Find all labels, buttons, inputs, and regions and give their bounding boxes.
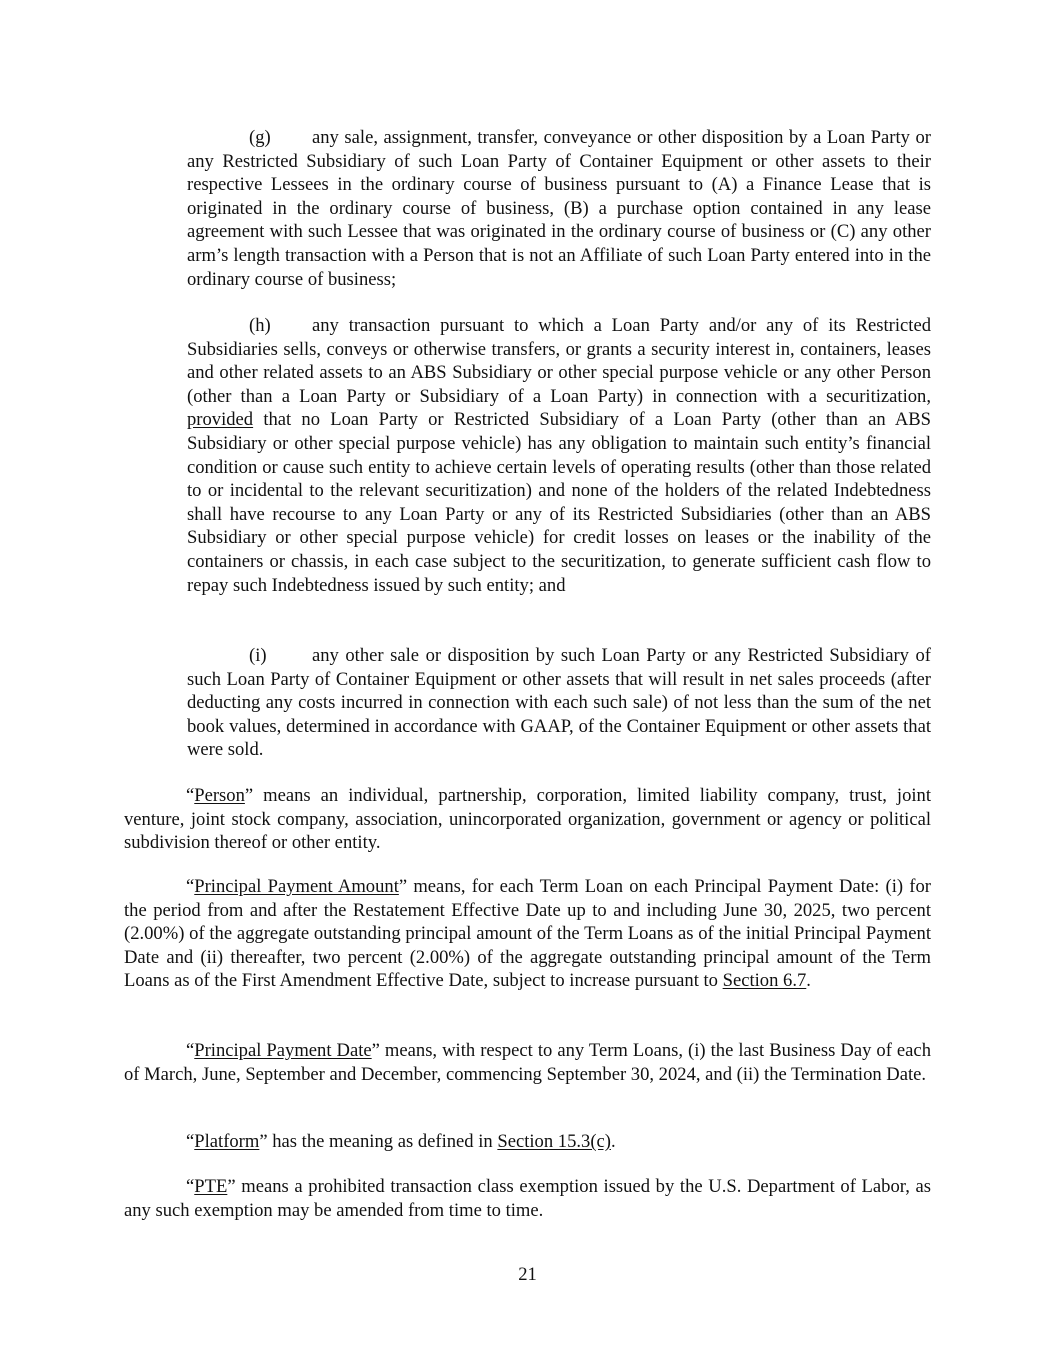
clause-text: any other sale or disposition by such Loan Party or any Restricted Subsidiary of such Loan Party of Container Equipment or other assets that will result in net sales proceeds (after deducting any costs incurred in connection with each such sale) of not less than the sum of the net book values, determined in accordance with GAAP, of the Container Equipment or other assets that were sold. xyxy=(187,645,931,761)
defined-term: Person xyxy=(194,785,245,806)
definition-principal-payment-date xyxy=(124,1039,931,1086)
clause-g xyxy=(187,126,931,291)
definition-text: ” means a prohibited transaction class exemption issued by the U.S. Department of Labor, as any such exemption may be amended from time to time. xyxy=(124,1176,931,1221)
clause-i xyxy=(187,644,931,762)
clause-h xyxy=(187,314,931,597)
defined-term: Platform xyxy=(194,1131,260,1152)
section-reference: Section 6.7 xyxy=(722,970,807,992)
defined-term: Principal Payment Amount xyxy=(194,876,399,897)
section-reference: Section 15.3(c) xyxy=(497,1131,611,1152)
defined-term: Principal Payment Date xyxy=(194,1040,372,1061)
period: . xyxy=(806,970,811,992)
defined-term: PTE xyxy=(194,1176,228,1197)
definition-text: ” means an individual, partnership, corporation, limited liability company, trust, joint venture, joint stock company, association, unincorporated organization, government or agency or political subdivision thereof or other entity. xyxy=(124,785,931,854)
definition-principal-payment-amount xyxy=(124,875,931,993)
open-quote: “ xyxy=(186,785,195,806)
definition-text: ” means, for each Term Loan on each Principal Payment Date: (i) for the period from and after the Restatement Effective Date up to and including June 30, 2025, two percent (2.00%) of the aggregate outstanding principal amount of the Term Loans as of the initial Principal Payment Date and (ii) thereafter, two percent (2.00%) of the aggregate outstanding principal amount of the Term Loans as of the First Amendment Effective Date, subject to increase pursuant to xyxy=(124,876,931,992)
page-number: 21 xyxy=(518,1264,537,1285)
clause-marker: (g) xyxy=(249,127,271,148)
definition-platform xyxy=(124,1130,931,1154)
period: . xyxy=(610,1131,616,1152)
definition-person xyxy=(124,784,931,855)
open-quote: “ xyxy=(186,1131,195,1152)
open-quote: “ xyxy=(186,1176,195,1197)
clause-marker: (h) xyxy=(249,315,271,336)
clause-text: any transaction pursuant to which a Loan Party and/or any of its Restricted Subsidiaries sells, conveys or otherwise transfers, or grants a security interest in, containers, leases and other related assets to an ABS Subsidiary or other special purpose vehicle or any other Person (other than a Loan Party or Subsidiary of a Loan Party) in connection with a securitization, xyxy=(187,315,931,407)
provided-term: provided xyxy=(187,409,254,431)
open-quote: “ xyxy=(186,1040,195,1061)
clause-text-continued: that no Loan Party or Restricted Subsidiary of a Loan Party (other than an ABS Subsidiary or other special purpose vehicle) has any obligation to maintain such entity’s financial condition or cause such entity to achieve certain levels of operating results (other than those related to or incidental to the relevant securitization) and none of the holders of the related Indebtedness shall have recourse to any Loan Party or any of its Restricted Subsidiaries (other than an ABS Subsidiary or other special purpose vehicle) for credit losses on leases or the inability of the containers or chassis, in each case subject to the securitization, to generate sufficient cash flow to repay such Indebtedness issued by such entity; and xyxy=(187,409,931,596)
open-quote: “ xyxy=(186,876,195,897)
definition-text: ” has the meaning as defined in xyxy=(259,1131,498,1152)
clause-text: any sale, assignment, transfer, conveyance or other disposition by a Loan Party or any Restricted Subsidiary of such Loan Party of Container Equipment or other assets to their respective Lessees in the ordinary course of business pursuant to (A) a Finance Lease that is originated in the ordinary course of business, (B) a purchase option contained in any lease agreement with such Lessee that was originated in the ordinary course of business or (C) any other arm’s length transaction with a Person that is not an Affiliate of such Loan Party entered into in the ordinary course of business; xyxy=(187,127,931,290)
definition-pte xyxy=(124,1175,931,1222)
clause-marker: (i) xyxy=(249,645,267,666)
definition-text: ” means, with respect to any Term Loans, (i) the last Business Day of each of March, June, September and December, commencing September 30, 2024, and (ii) the Termination Date. xyxy=(124,1040,931,1085)
